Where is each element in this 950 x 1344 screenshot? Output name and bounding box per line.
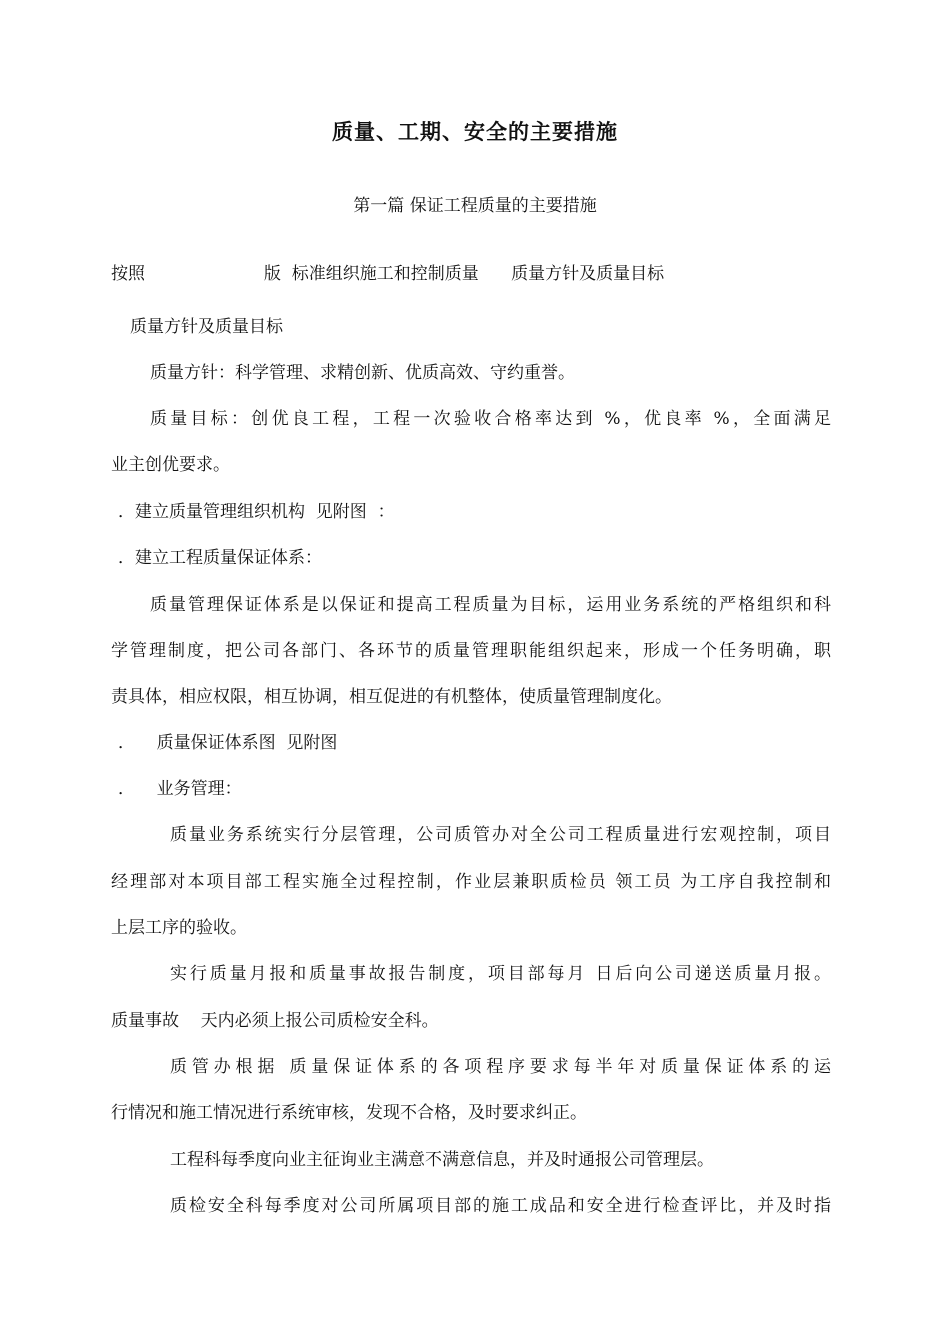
paragraph-line: 质量管理保证体系是以保证和提高工程质量为目标，运用业务系统的严格组织和科 xyxy=(150,595,831,615)
paragraph-line: 学管理制度，把公司各部门、各环节的质量管理职能组织起来，形成一个任务明确，职 xyxy=(111,641,831,661)
document-title: 质量、工期、安全的主要措施 xyxy=(332,120,618,144)
paragraph-line: 质量业务系统实行分层管理，公司质管办对全公司工程质量进行宏观控制，项目 xyxy=(170,825,831,845)
paragraph-line: 上层工序的验收。 xyxy=(111,918,247,938)
chapter-heading: 第一篇 保证工程质量的主要措施 xyxy=(353,196,597,216)
list-item-org-structure: ．建立质量管理组织机构 见附图 ： xyxy=(118,502,395,522)
paragraph-line: 行情况和施工情况进行系统审核，发现不合格，及时要求纠正。 xyxy=(111,1103,587,1123)
paragraph-line: 质量事故 天内必须上报公司质检安全科。 xyxy=(111,1011,439,1031)
section-heading-quality-policy: 质量方针及质量目标 xyxy=(130,317,283,337)
list-item-system-diagram: ． 质量保证体系图 见附图 xyxy=(118,733,338,753)
paragraph-line: 质检安全科每季度对公司所属项目部的施工成品和安全进行检查评比，并及时指 xyxy=(170,1196,831,1216)
paragraph-line: 实行质量月报和质量事故报告制度，项目部每月 日后向公司递送质量月报。 xyxy=(170,964,831,984)
paragraph-line: 质管办根据 质量保证体系的各项程序要求每半年对质量保证体系的运 xyxy=(170,1057,831,1077)
intro-line: 按照 版 标准组织施工和控制质量 质量方针及质量目标 xyxy=(111,264,665,284)
list-item-quality-system: ．建立工程质量保证体系： xyxy=(118,548,322,568)
paragraph-line: 经理部对本项目部工程实施全过程控制，作业层兼职质检员 领工员 为工序自我控制和 xyxy=(111,872,831,892)
quality-target-line-cont: 业主创优要求。 xyxy=(111,455,230,475)
quality-policy-line: 质量方针：科学管理、求精创新、优质高效、守约重誉。 xyxy=(150,363,575,383)
quality-target-line: 质量目标：创优良工程，工程一次验收合格率达到 %，优良率 %，全面满足 xyxy=(150,409,831,429)
paragraph-line: 工程科每季度向业主征询业主满意不满意信息，并及时通报公司管理层。 xyxy=(170,1150,714,1170)
paragraph-line: 责具体，相应权限，相互协调，相互促进的有机整体，使质量管理制度化。 xyxy=(111,687,672,707)
list-item-business-management: ． 业务管理： xyxy=(118,779,242,799)
